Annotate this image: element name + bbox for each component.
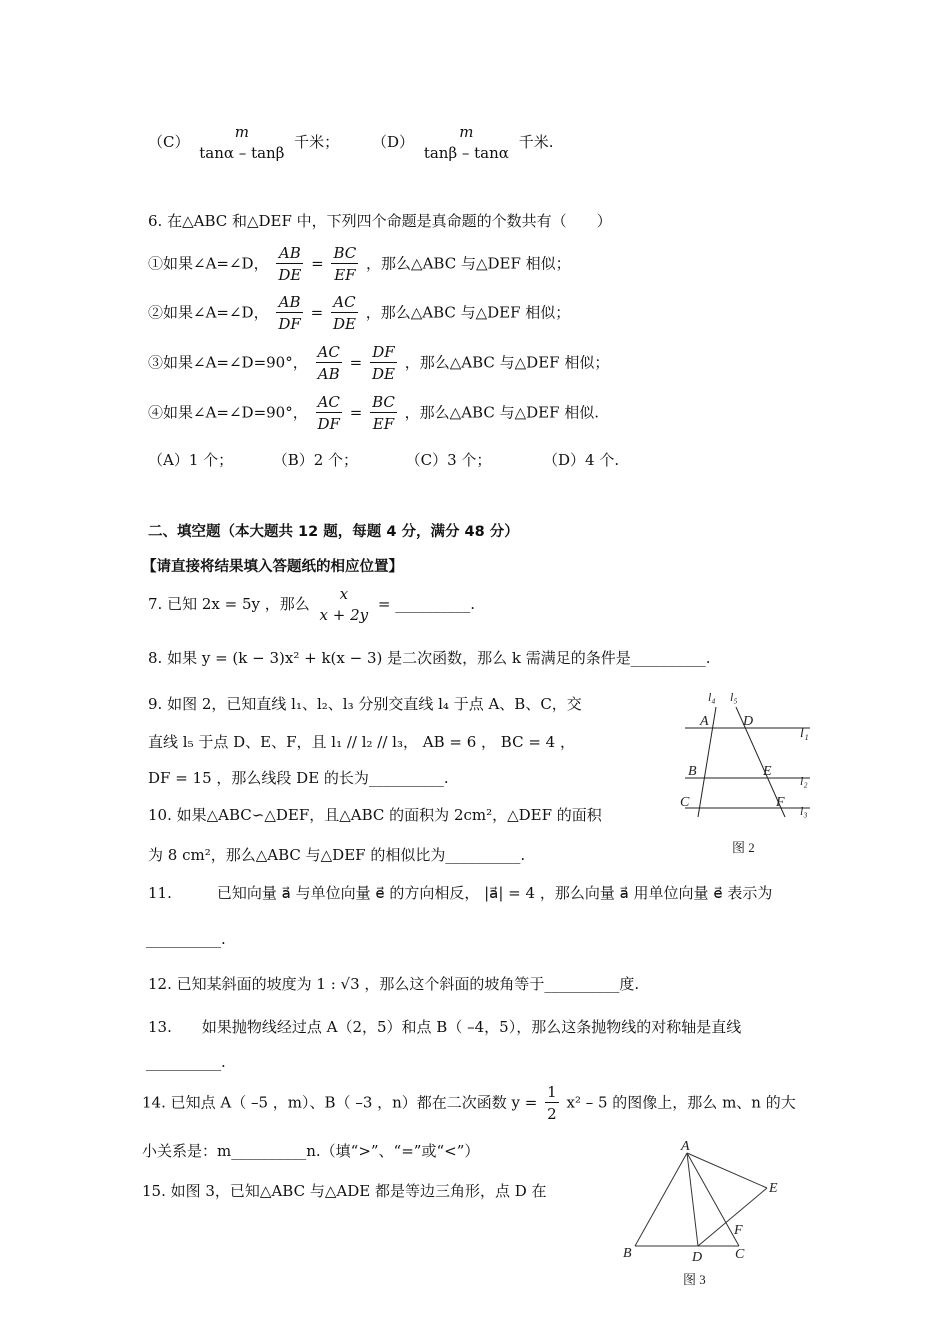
q10-line-1: 10. 如果△ABC∽△DEF，且△ABC 的面积为 2cm²，△DEF 的面积 [148, 806, 602, 824]
q6-proposition-1: ①如果∠A=∠D， $\frac{AB}{DE}$ = $\frac{BC}{EF}$ ，那么△ABC 与△DEF 相似； [148, 244, 571, 284]
label-l1: l₁ [800, 726, 809, 741]
label-l4: l₄ [708, 690, 716, 704]
q11-line-2: __________. [146, 930, 226, 948]
label-E: E [763, 764, 772, 779]
q5-option-c: （C） m tanα – tanβ 千米； [148, 123, 340, 162]
label-D: D [743, 714, 754, 729]
q13-line-2: __________. [146, 1053, 226, 1071]
label-l2: l₂ [800, 774, 808, 788]
label-B: B [688, 764, 697, 779]
q6-proposition-4: ④如果∠A=∠D=90°， $\frac{AC}{DF}$ = $\frac{BC}{EF}$ ，那么△ABC 与△DEF 相似. [148, 393, 600, 433]
segment-DE [698, 1188, 767, 1246]
q9-line-3: DF = 15 ，那么线段 DE 的长为__________. [148, 769, 449, 787]
q6-stem: 6. 在△ABC 和△DEF 中，下列四个命题是真命题的个数共有（ ） [148, 212, 612, 230]
figure-3 [615, 1140, 795, 1290]
q8: 8. 如果 y = (k − 3)x² + k(x − 3) 是二次函数，那么 k 需满足的条件是__________. [148, 649, 711, 667]
label-E: E [769, 1181, 778, 1196]
label-D: D [692, 1250, 703, 1265]
q9-line-1: 9. 如图 2，已知直线 l₁、l₂、l₃ 分别交直线 l₄ 于点 A、B、C，交 [148, 695, 582, 713]
label-F: F [776, 795, 785, 810]
q6-proposition-3: ③如果∠A=∠D=90°， $\frac{AC}{AB}$ = $\frac{DF}{DE}$ ，那么△ABC 与△DEF 相似； [148, 343, 610, 383]
q5-option-d: （D） m tanβ – tanα 千米. [372, 123, 554, 162]
q14-line-1: 14. 已知点 A（ –5 ，m）、B（ –3 ，n）都在二次函数 y = $\frac{1}{2}$ x² – 5 的图像上，那么 m、n 的大 [142, 1083, 796, 1123]
q11-line-1: 11. 已知向量 a⃗ 与单位向量 e⃗ 的方向相反， |a⃗| = 4 ，那么向量 a⃗ 用单位向量 e⃗ 表示为 [148, 884, 773, 902]
label-F: F [734, 1223, 743, 1238]
q10-line-2: 为 8 cm²，那么△ABC 与△DEF 的相似比为__________. [148, 846, 526, 864]
label-B: B [623, 1246, 632, 1261]
segment-AB [635, 1153, 687, 1246]
segment-AE [687, 1153, 767, 1188]
q7: 7. 已知 2x = 5y ，那么 x x + 2y = __________. [148, 585, 476, 624]
segment-AD [687, 1153, 698, 1246]
figure-3-caption: 图 3 [683, 1272, 706, 1287]
figure-2 [670, 685, 820, 860]
q6-option-a: （A）1 个； [148, 451, 234, 469]
segment-AC [687, 1153, 739, 1246]
q14-line-2: 小关系是：m__________n.（填“>”、“=”或“<”） [142, 1142, 480, 1160]
section-instruction: 【请直接将结果填入答题纸的相应位置】 [142, 559, 403, 575]
q6-option-b: （B）2 个； [272, 451, 359, 469]
q6-option-c: （C）3 个； [405, 451, 492, 469]
label-A: A [700, 714, 709, 729]
q6-proposition-2: ②如果∠A=∠D， $\frac{AB}{DF}$ = $\frac{AC}{DE}$ ，那么△ABC 与△DEF 相似； [148, 293, 571, 333]
q6-option-d: （D）4 个. [542, 451, 620, 469]
figure-2-caption: 图 2 [732, 840, 755, 855]
q15: 15. 如图 3，已知△ABC 与△ADE 都是等边三角形，点 D 在 [142, 1182, 547, 1200]
label-C: C [735, 1247, 745, 1262]
label-l3: l₃ [800, 804, 808, 818]
section-title: 二、填空题（本大题共 12 题，每题 4 分，满分 48 分） [148, 524, 519, 540]
label-l5: l₅ [730, 690, 738, 704]
q12: 12. 已知某斜面的坡度为 1 : √3 ，那么这个斜面的坡角等于__________度. [148, 975, 640, 993]
q5-d-fraction: m tanβ – tanα [423, 123, 509, 162]
q5-c-fraction: m tanα – tanβ [199, 123, 285, 162]
q9-line-2: 直线 l₅ 于点 D、E、F，且 l₁ // l₂ // l₃， AB = 6 ， BC = 4 ， [148, 733, 575, 751]
q13-line-1: 13. 如果抛物线经过点 A（2，5）和点 B（ –4，5），那么这条抛物线的对称轴是直线 [148, 1018, 742, 1036]
label-A: A [681, 1140, 690, 1154]
label-C: C [680, 795, 690, 810]
q6-options [148, 449, 619, 470]
